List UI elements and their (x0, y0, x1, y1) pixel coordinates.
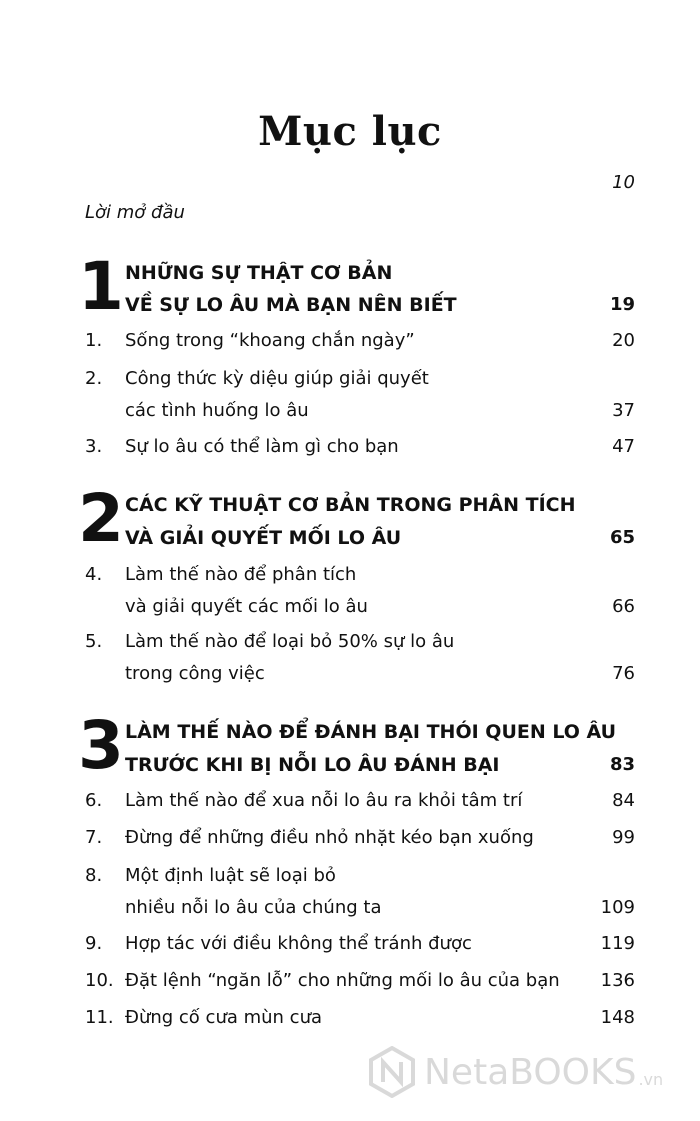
chapter-number: 1. (85, 330, 103, 351)
chapter-page: 119 (600, 933, 635, 954)
chapter-title-cont: trong công việc (125, 663, 265, 684)
part-page: 83 (609, 754, 635, 775)
chapter-number: 5. (85, 631, 103, 652)
chapter-number: 11. (85, 1007, 114, 1028)
part-title-line: VÀ GIẢI QUYẾT MỐI LO ÂU (125, 527, 402, 549)
chapter-title: Công thức kỳ diệu giúp giải quyết (125, 368, 429, 389)
chapter-number: 9. (85, 933, 103, 954)
chapter-number: 3. (85, 436, 103, 457)
chapter-title: Làm thế nào để loại bỏ 50% sự lo âu (125, 631, 455, 652)
part-number: 3 (78, 707, 124, 784)
chapter-title-cont: và giải quyết các mối lo âu (125, 596, 368, 617)
chapter-title: Sống trong “khoang chắn ngày” (125, 330, 415, 351)
part-number: 2 (78, 480, 124, 557)
watermark-brand: NetaBOOKS (424, 1051, 637, 1093)
chapter-title-cont: nhiều nỗi lo âu của chúng ta (125, 897, 382, 918)
chapter-page: 99 (612, 827, 635, 848)
chapter-title: Một định luật sẽ loại bỏ (125, 865, 336, 886)
chapter-title-cont: các tình huống lo âu (125, 400, 309, 421)
part-title-line: VỀ SỰ LO ÂU MÀ BẠN NÊN BIẾT (125, 294, 457, 316)
part-page: 19 (609, 294, 635, 315)
chapter-number: 8. (85, 865, 103, 886)
chapter-row[interactable] (85, 432, 635, 462)
page-title: Mục lục (258, 108, 442, 155)
part-title-line: LÀM THẾ NÀO ĐỂ ĐÁNH BẠI THÓI QUEN LO ÂU (125, 721, 617, 743)
part-number: 1 (78, 248, 124, 325)
chapter-page: 109 (600, 897, 635, 918)
chapter-title: Làm thế nào để xua nỗi lo âu ra khỏi tâm trí (125, 790, 523, 811)
chapter-title: Đặt lệnh “ngăn lỗ” cho những mối lo âu của bạn (125, 970, 560, 991)
intro-label: Lời mở đầu (85, 202, 185, 223)
chapter-row[interactable] (85, 929, 635, 959)
watermark (368, 1042, 688, 1102)
chapter-number: 6. (85, 790, 103, 811)
chapter-page: 47 (612, 436, 635, 457)
chapter-page: 148 (600, 1007, 635, 1028)
chapter-page: 136 (600, 970, 635, 991)
chapter-row[interactable] (85, 1003, 635, 1033)
chapter-row[interactable] (85, 326, 635, 356)
chapter-page: 76 (612, 663, 635, 684)
chapter-number: 2. (85, 368, 103, 389)
part-title-line: NHỮNG SỰ THẬT CƠ BẢN (125, 262, 393, 284)
chapter-row[interactable] (85, 861, 635, 923)
chapter-row[interactable] (85, 786, 635, 816)
chapter-number: 7. (85, 827, 103, 848)
chapter-number: 4. (85, 564, 103, 585)
part-title-line: CÁC KỸ THUẬT CƠ BẢN TRONG PHÂN TÍCH (125, 494, 576, 516)
chapter-row[interactable] (85, 627, 635, 689)
chapter-number: 10. (85, 970, 114, 991)
intro-page: 10 (612, 172, 635, 193)
chapter-page: 66 (612, 596, 635, 617)
chapter-title: Đừng cố cưa mùn cưa (125, 1007, 323, 1028)
chapter-title: Hợp tác với điều không thể tránh được (125, 933, 472, 954)
chapter-row[interactable] (85, 364, 635, 426)
watermark-suffix: .vn (638, 1069, 664, 1089)
part-title-line: TRƯỚC KHI BỊ NỖI LO ÂU ĐÁNH BẠI (125, 754, 500, 776)
netabooks-logo-icon (368, 1046, 416, 1098)
chapter-page: 84 (612, 790, 635, 811)
chapter-row[interactable] (85, 966, 635, 996)
chapter-title: Sự lo âu có thể làm gì cho bạn (125, 436, 399, 457)
chapter-row[interactable] (85, 823, 635, 853)
part-page: 65 (609, 527, 635, 548)
chapter-page: 20 (612, 330, 635, 351)
chapter-title: Đừng để những điều nhỏ nhặt kéo bạn xuống (125, 827, 534, 848)
chapter-title: Làm thế nào để phân tích (125, 564, 357, 585)
chapter-page: 37 (612, 400, 635, 421)
chapter-row[interactable] (85, 560, 635, 622)
